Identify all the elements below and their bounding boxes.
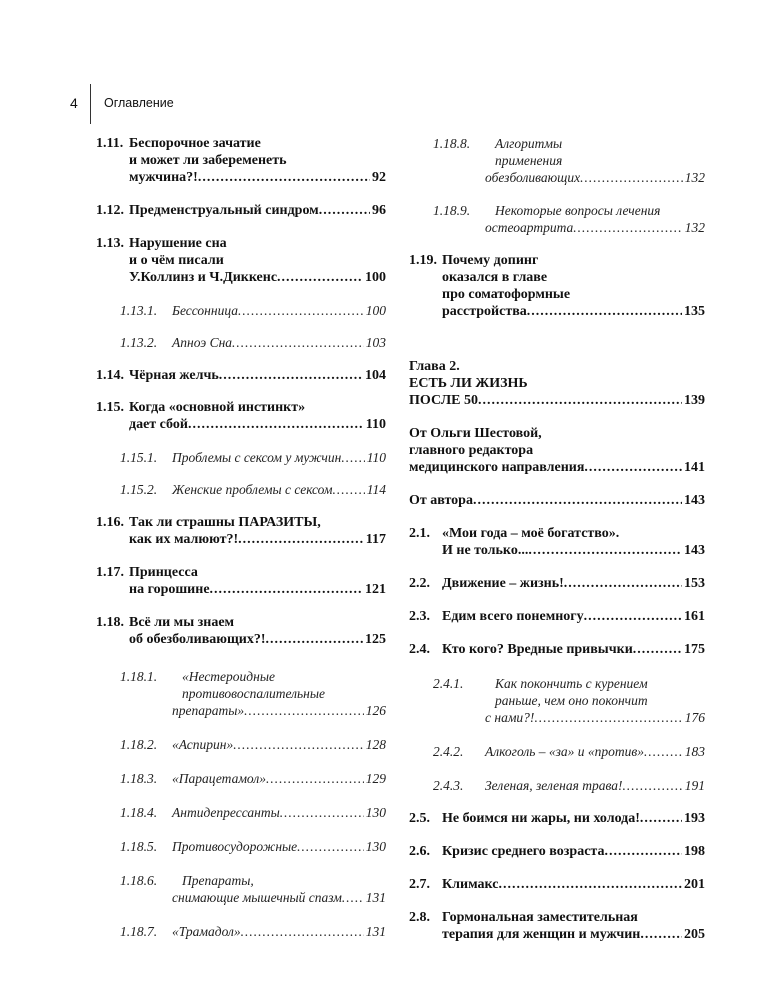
toc-entry-number: 1.16. [96, 515, 124, 530]
toc-entry-last-line [129, 416, 386, 433]
toc-left-column [96, 135, 386, 940]
toc-entry-body [129, 367, 386, 384]
toc-entry-number: 2.2. [409, 576, 430, 591]
dot-leader [527, 303, 682, 320]
toc-entry [409, 608, 705, 625]
toc-entry-last-line [129, 367, 386, 384]
toc-entry-number: 1.18.3. [120, 771, 158, 786]
toc-entry-last-line [129, 581, 386, 598]
toc-entry-last-line [409, 492, 705, 509]
toc-entry-last-line [172, 838, 386, 855]
toc-entry-last-line [485, 169, 705, 186]
toc-entry [409, 525, 705, 559]
dot-leader [473, 492, 682, 509]
toc-entry-line: Препараты, [182, 873, 254, 888]
toc-page-number: 125 [365, 632, 386, 647]
toc-entry-last-line [409, 459, 705, 476]
toc-entry-line: Принцесса [129, 565, 198, 580]
toc-entry-line: Так ли страшны ПАРАЗИТЫ, [129, 515, 321, 530]
toc-entry [96, 302, 386, 319]
dot-leader [633, 641, 682, 658]
toc-entry [409, 641, 705, 658]
toc-entry [96, 235, 386, 286]
toc-entry-number: 1.13.2. [120, 335, 158, 350]
toc-page-number: 126 [365, 703, 386, 718]
toc-entry-number: 1.15.1. [120, 450, 158, 465]
toc-entry-number: 1.18.7. [120, 924, 158, 939]
toc-entry-last-line [442, 843, 705, 860]
toc-entry [409, 810, 705, 827]
toc-entry [409, 876, 705, 893]
toc-entry-number: 2.3. [409, 609, 430, 624]
toc-entry-title: Не боимся ни жары, ни холода! [442, 811, 640, 826]
toc-entry-last-line [442, 641, 705, 658]
toc-entry-title: как их малюют?! [129, 532, 239, 547]
toc-entry-line: Некоторые вопросы лечения [495, 203, 661, 218]
dot-leader [573, 219, 682, 236]
toc-entry [96, 514, 386, 548]
toc-entry-title: Женские проблемы с сексом [172, 482, 333, 497]
toc-entry [96, 614, 386, 648]
toc-entry-number: 1.15. [96, 400, 124, 415]
toc-entry-number: 1.18. [96, 615, 124, 630]
toc-entry [96, 202, 386, 219]
toc-entry-title: И не только... [442, 543, 529, 558]
toc-entry-title: От автора [409, 493, 473, 508]
toc-entry [409, 675, 705, 726]
toc-page-number: 175 [684, 642, 705, 657]
toc-entry-last-line [442, 810, 705, 827]
toc-entry-number: 1.18.4. [120, 805, 158, 820]
toc-entry [409, 135, 705, 186]
toc-entry-title: «Трамадол» [172, 924, 241, 939]
toc-entry-number: 2.4.1. [433, 676, 464, 691]
toc-entry-title: Антидепрессанты [172, 805, 280, 820]
toc-entry-number: 1.18.6. [120, 873, 158, 888]
toc-entry-last-line [172, 923, 386, 940]
toc-entry-body [172, 334, 386, 351]
toc-entry-number: 1.18.8. [433, 136, 471, 151]
toc-entry-title: дает сбой [129, 417, 188, 432]
toc-entry-number: 2.7. [409, 877, 430, 892]
toc-entry-body [129, 202, 386, 219]
toc-entry-title: Едим всего понемногу [442, 609, 584, 624]
dot-leader [534, 709, 682, 726]
toc-entry [96, 668, 386, 719]
dot-leader [478, 392, 682, 409]
toc-entry-number: 2.4.3. [433, 778, 464, 793]
toc-page-number: 132 [684, 220, 705, 235]
toc-page-number: 153 [684, 576, 705, 591]
toc-entry-last-line [442, 926, 705, 943]
toc-entry-body [442, 810, 705, 827]
toc-entry-line: главного редактора [409, 443, 534, 458]
toc-entry-last-line [129, 269, 386, 286]
toc-entry-number: 2.8. [409, 910, 430, 925]
toc-entry-title: об обезболивающих?! [129, 632, 266, 647]
toc-entry-last-line [442, 575, 705, 592]
toc-entry-last-line [485, 743, 705, 760]
toc-entry-body [442, 843, 705, 860]
chapter-heading [409, 358, 705, 409]
toc-entry-body [442, 525, 705, 559]
toc-right-column [409, 135, 705, 943]
toc-entry-body [442, 909, 705, 943]
toc-entry-last-line [129, 631, 386, 648]
toc-entry [96, 399, 386, 433]
toc-entry-title: Противосудорожные [172, 839, 298, 854]
toc-entry [409, 909, 705, 943]
dot-leader [604, 843, 682, 860]
toc-entry-body [129, 564, 386, 598]
toc-entry-number: 1.13.1. [120, 303, 158, 318]
toc-entry-line: Нарушение сна [129, 236, 227, 251]
toc-page-number: 161 [684, 609, 705, 624]
toc-entry-body [129, 135, 386, 186]
toc-entry-number: 2.6. [409, 844, 430, 859]
dot-leader [188, 416, 364, 433]
dot-leader [244, 702, 364, 719]
toc-entry [409, 743, 705, 760]
toc-entry-title: снимающие мышечный спазм [172, 890, 342, 905]
toc-entry-line: применения [495, 153, 563, 168]
toc-entry-title: на горошине [129, 582, 210, 597]
dot-leader [297, 838, 364, 855]
toc-entry-title: Климакс [442, 877, 499, 892]
toc-entry-last-line [409, 392, 705, 409]
toc-entry-line: Всё ли мы знаем [129, 615, 235, 630]
toc-entry-title: Кто кого? Вредные привычки [442, 642, 633, 657]
toc-entry [409, 252, 705, 320]
toc-entry-title: Проблемы с сексом у мужчин [172, 450, 342, 465]
toc-entry-title: «Аспирин» [172, 737, 234, 752]
dot-leader [238, 531, 364, 548]
toc-entry-number: 1.14. [96, 368, 124, 383]
toc-entry-line: раньше, чем оно покончит [495, 693, 648, 708]
toc-page-number: 114 [366, 482, 386, 497]
toc-entry-title: остеоартрита [485, 220, 574, 235]
toc-entry [96, 838, 386, 855]
toc-entry-title: Предменструальный синдром [129, 203, 319, 218]
toc-entry-number: 1.18.1. [120, 669, 158, 684]
toc-entry-last-line [442, 303, 705, 320]
toc-entry [96, 334, 386, 351]
toc-entry-number: 1.18.2. [120, 737, 158, 752]
toc-entry-last-line [485, 219, 705, 236]
dot-leader [333, 481, 365, 498]
toc-entry-body [129, 514, 386, 548]
dot-leader [233, 736, 364, 753]
dot-leader [341, 449, 364, 466]
toc-page-number: 92 [372, 170, 386, 185]
dot-leader [498, 876, 682, 893]
toc-entry-title: Движение – жизнь! [442, 576, 564, 591]
toc-entry-body [172, 804, 386, 821]
toc-page-number: 96 [372, 203, 386, 218]
toc-entry-number: 2.4.2. [433, 744, 464, 759]
toc-entry-title: У.Коллинз и Ч.Диккенс [129, 270, 278, 285]
toc-entry-title: Зеленая, зеленая трава! [485, 778, 623, 793]
toc-entry [96, 367, 386, 384]
toc-entry [409, 425, 705, 476]
toc-page-number: 129 [365, 771, 386, 786]
toc-entry-body [172, 302, 386, 319]
toc-entry-body [172, 923, 386, 940]
dot-leader [210, 581, 363, 598]
toc-page-number: 198 [684, 844, 705, 859]
toc-page-number: 103 [365, 335, 386, 350]
page-number: 4 [70, 95, 78, 111]
toc-page-number: 104 [365, 368, 386, 383]
toc-entry-body [172, 770, 386, 787]
toc-entry-title: медицинского направления [409, 460, 585, 475]
dot-leader [564, 575, 682, 592]
toc-entry-title: Бессонница [172, 303, 238, 318]
toc-entry-last-line [442, 542, 705, 559]
toc-entry-line: Как покончить с курением [495, 676, 648, 691]
toc-entry-line: противовоспалительные [182, 686, 326, 701]
dot-leader [580, 169, 683, 186]
toc-page-number: 110 [366, 450, 386, 465]
toc-page-number: 183 [684, 744, 705, 759]
chapter-heading-line: Глава 2. [409, 359, 460, 374]
toc-page-number: 143 [684, 493, 705, 508]
toc-entry-title: ПОСЛЕ 50 [409, 393, 478, 408]
toc-entry-line: Почему допинг [442, 253, 539, 268]
toc-entry-number: 1.18.5. [120, 839, 158, 854]
toc-entry-last-line [172, 889, 386, 906]
toc-entry [96, 481, 386, 498]
toc-page-number: 191 [684, 778, 705, 793]
toc-page-number: 110 [365, 417, 386, 432]
toc-page-number: 100 [365, 270, 386, 285]
toc-page-number: 121 [365, 582, 386, 597]
toc-entry-line: и может ли забеременеть [129, 153, 287, 168]
toc-entry-number: 2.1. [409, 526, 430, 541]
toc-entry-last-line [172, 481, 386, 498]
toc-entry-body [129, 614, 386, 648]
toc-page-number: 117 [365, 532, 386, 547]
toc-entry-body [442, 575, 705, 592]
toc-entry-number: 1.13. [96, 236, 124, 251]
toc-entry-title: Апноэ Сна [172, 335, 233, 350]
toc-entry-line: Алгоритмы [495, 136, 563, 151]
toc-entry-body [485, 202, 705, 236]
toc-entry-line: Когда «основной инстинкт» [129, 400, 306, 415]
toc-entry-body [172, 736, 386, 753]
toc-entry-line: От Ольги Шестовой, [409, 426, 542, 441]
dot-leader [277, 269, 363, 286]
dot-leader [644, 743, 683, 760]
toc-entry-number: 1.19. [409, 253, 437, 268]
toc-entry-body [172, 872, 386, 906]
toc-entry [96, 804, 386, 821]
toc-entry [96, 770, 386, 787]
toc-page-number: 130 [365, 805, 386, 820]
toc-entry [409, 202, 705, 236]
dot-leader [528, 542, 682, 559]
toc-page-number: 100 [365, 303, 386, 318]
toc-entry-last-line [485, 777, 705, 794]
toc-entry-body [129, 399, 386, 433]
dot-leader [219, 367, 363, 384]
toc-entry-body [442, 608, 705, 625]
toc-entry-number: 1.18.9. [433, 203, 471, 218]
toc-page-number: 131 [365, 890, 386, 905]
toc-entry-body [129, 235, 386, 286]
toc-entry [96, 449, 386, 466]
toc-page-number: 205 [684, 927, 705, 942]
toc-entry-title: терапия для женщин и мужчин [442, 927, 641, 942]
toc-page-number: 131 [365, 924, 386, 939]
toc-entry-last-line [172, 804, 386, 821]
toc-entry-body [485, 743, 705, 760]
toc-entry-last-line [172, 302, 386, 319]
dot-leader [584, 459, 682, 476]
toc-entry [409, 575, 705, 592]
chapter-heading-line: ЕСТЬ ЛИ ЖИЗНЬ [409, 376, 528, 391]
toc-entry-line: «Мои года – моё богатство». [442, 526, 620, 541]
dot-leader [266, 770, 364, 787]
dot-leader [319, 202, 370, 219]
toc-page-number: 141 [684, 460, 705, 475]
toc-entry [409, 492, 705, 509]
toc-entry [409, 843, 705, 860]
toc-entry-title: обезболивающих [485, 170, 581, 185]
toc-entry-last-line [129, 169, 386, 186]
toc-entry-line: и о чём писали [129, 253, 224, 268]
toc-entry-body [442, 252, 705, 320]
toc-entry-body [172, 838, 386, 855]
toc-entry-line: «Нестероидные [182, 669, 275, 684]
toc-entry-body [485, 777, 705, 794]
toc-entry [96, 923, 386, 940]
toc-entry-body [409, 425, 705, 476]
dot-leader [238, 302, 364, 319]
toc-entry-last-line [172, 334, 386, 351]
toc-entry-line: про соматоформные [442, 287, 571, 302]
toc-entry-title: с нами?! [485, 710, 535, 725]
dot-leader [342, 889, 364, 906]
dot-leader [623, 777, 683, 794]
toc-entry-body [485, 135, 705, 186]
toc-entry-line: Беспорочное зачатие [129, 136, 261, 151]
toc-page-number: 201 [684, 877, 705, 892]
toc-entry-last-line [129, 531, 386, 548]
toc-page-number: 139 [684, 393, 705, 408]
toc-entry-last-line [129, 202, 386, 219]
toc-entry-number: 1.12. [96, 203, 124, 218]
toc-entry-last-line [485, 709, 705, 726]
toc-entry-number: 1.17. [96, 565, 124, 580]
toc-page-number: 176 [684, 710, 705, 725]
dot-leader [640, 926, 682, 943]
toc-entry-body [442, 641, 705, 658]
toc-entry-last-line [172, 770, 386, 787]
toc-page-number: 143 [684, 543, 705, 558]
toc-entry-title: Чёрная желчь [129, 368, 219, 383]
toc-entry-body [485, 675, 705, 726]
toc-page-number: 193 [684, 811, 705, 826]
toc-entry-body [172, 449, 386, 466]
dot-leader [241, 923, 364, 940]
toc-entry-last-line [172, 449, 386, 466]
dot-leader [584, 608, 682, 625]
dot-leader [198, 169, 370, 186]
toc-page-number: 128 [365, 737, 386, 752]
toc-page-number: 130 [365, 839, 386, 854]
toc-entry-title: расстройства [442, 304, 527, 319]
toc-entry-last-line [442, 608, 705, 625]
toc-entry-body [442, 876, 705, 893]
toc-entry-title: Алкоголь – «за» и «против» [485, 744, 645, 759]
toc-entry [96, 135, 386, 186]
toc-entry-body [172, 668, 386, 719]
toc-entry-number: 2.4. [409, 642, 430, 657]
header-divider [90, 84, 91, 124]
toc-entry-title: мужчина?! [129, 170, 198, 185]
toc-entry-number: 2.5. [409, 811, 430, 826]
toc-entry-number: 1.11. [96, 136, 124, 151]
toc-entry-title: препараты» [172, 703, 245, 718]
toc-page-number: 132 [684, 170, 705, 185]
running-header-title: Оглавление [104, 96, 174, 110]
toc-entry-last-line [172, 736, 386, 753]
toc-entry [96, 564, 386, 598]
dot-leader [280, 804, 364, 821]
toc-entry [96, 872, 386, 906]
toc-entry [96, 736, 386, 753]
toc-entry [409, 777, 705, 794]
toc-entry-body [172, 481, 386, 498]
toc-entry-last-line [442, 876, 705, 893]
toc-entry-last-line [172, 702, 386, 719]
dot-leader [266, 631, 363, 648]
toc-entry-body [409, 492, 705, 509]
toc-entry-title: Кризис среднего возраста [442, 844, 605, 859]
toc-entry-title: «Парацетамол» [172, 771, 266, 786]
dot-leader [640, 810, 682, 827]
toc-entry-number: 1.15.2. [120, 482, 158, 497]
toc-page-number: 135 [684, 304, 705, 319]
toc-entry-line: оказался в главе [442, 270, 548, 285]
toc-entry-line: Гормональная заместительная [442, 910, 638, 925]
dot-leader [232, 334, 364, 351]
